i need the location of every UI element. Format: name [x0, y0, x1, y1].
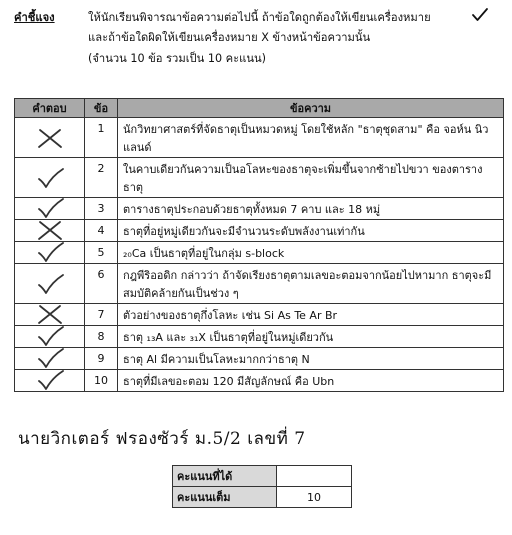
answer-cell[interactable] [15, 118, 85, 158]
instructions-line-1: ให้นักเรียนพิจารณาข้อความต่อไปนี้ ถ้าข้อใดถูกต้องให้เขียนเครื่องหมาย [88, 11, 431, 24]
cross-mark-icon [35, 127, 65, 149]
question-number: 4 [85, 220, 118, 242]
question-number: 7 [85, 304, 118, 326]
question-table [14, 98, 504, 392]
header-statement: ข้อความ [118, 99, 504, 118]
table-row [15, 370, 504, 392]
question-statement: กฎพีริออดิก กล่าวว่า ถ้าจัดเรียงธาตุตามเลขอะตอมจากน้อยไปหามาก ธาตุจะมีสมบัติคล้ายกันเป็นช่วง ๆ [118, 264, 504, 304]
score-row-full [173, 487, 352, 508]
question-number: 6 [85, 264, 118, 304]
check-mark-icon [35, 369, 65, 391]
question-number: 1 [85, 118, 118, 158]
answer-cell[interactable] [15, 198, 85, 220]
header-number: ข้อ [85, 99, 118, 118]
question-statement: ธาตุที่อยู่หมู่เดียวกันจะมีจำนวนระดับพลังงานเท่ากัน [118, 220, 504, 242]
question-statement: ธาตุ Al มีความเป็นโลหะมากกว่าธาตุ N [118, 348, 504, 370]
question-number: 2 [85, 158, 118, 198]
answer-cell[interactable] [15, 304, 85, 326]
table-row [15, 220, 504, 242]
table-row [15, 348, 504, 370]
table-row [15, 198, 504, 220]
question-statement: ₂₀Ca เป็นธาตุที่อยู่ในกลุ่ม s-block [118, 242, 504, 264]
table-header-row [15, 99, 504, 118]
table-row [15, 264, 504, 304]
table-row [15, 118, 504, 158]
check-mark-icon [35, 347, 65, 369]
answer-cell[interactable] [15, 326, 85, 348]
score-row-obtained [173, 466, 352, 487]
answer-cell[interactable] [15, 348, 85, 370]
student-signature: นายวิกเตอร์ ฟรองซัวร์ ม.5/2 เลขที่ 7 [18, 429, 306, 449]
check-mark-icon [35, 325, 65, 347]
answer-cell[interactable] [15, 370, 85, 392]
check-mark-icon [472, 8, 488, 22]
question-number: 3 [85, 198, 118, 220]
check-mark-icon [35, 197, 65, 219]
check-mark-icon [35, 167, 65, 189]
table-row [15, 326, 504, 348]
question-statement: ธาตุที่มีเลขอะตอม 120 มีสัญลักษณ์ คือ Ubn [118, 370, 504, 392]
question-number: 8 [85, 326, 118, 348]
question-number: 10 [85, 370, 118, 392]
question-statement: ตัวอย่างของธาตุกึ่งโลหะ เช่น Si As Te Ar Br [118, 304, 504, 326]
question-statement: นักวิทยาศาสตร์ที่จัดธาตุเป็นหมวดหมู่ โดยใช้หลัก "ธาตุชุดสาม" คือ จอห์น นิวแลนด์ [118, 118, 504, 158]
answer-cell[interactable] [15, 158, 85, 198]
instructions-label: คำชี้แจง [14, 11, 55, 24]
question-statement: ตารางธาตุประกอบด้วยธาตุทั้งหมด 7 คาบ และ 18 หมู่ [118, 198, 504, 220]
check-mark-icon [35, 241, 65, 263]
question-number: 9 [85, 348, 118, 370]
answer-cell[interactable] [15, 220, 85, 242]
table-row [15, 158, 504, 198]
cross-mark-icon [35, 219, 65, 241]
instructions-line-2: และถ้าข้อใดผิดให้เขียนเครื่องหมาย X ข้างหน้าข้อความนั้น [88, 31, 371, 44]
score-table [172, 465, 352, 508]
question-statement: ธาตุ ₁₃A และ ₃₁X เป็นธาตุที่อยู่ในหมู่เดียวกัน [118, 326, 504, 348]
score-full-label: คะแนนเต็ม [173, 487, 277, 508]
question-number: 5 [85, 242, 118, 264]
cross-mark-icon [35, 303, 65, 325]
instructions-line-3: (จำนวน 10 ข้อ รวมเป็น 10 คะแนน) [88, 52, 267, 65]
check-mark-icon [35, 273, 65, 295]
table-row [15, 304, 504, 326]
question-statement: ในคาบเดียวกันความเป็นอโลหะของธาตุจะเพิ่มขึ้นจากซ้ายไปขวา ของตารางธาตุ [118, 158, 504, 198]
score-full-value: 10 [277, 487, 352, 508]
header-answer: คำตอบ [15, 99, 85, 118]
score-obtained-label: คะแนนที่ได้ [173, 466, 277, 487]
answer-cell[interactable] [15, 264, 85, 304]
score-obtained-value[interactable] [277, 466, 352, 487]
table-row [15, 242, 504, 264]
answer-cell[interactable] [15, 242, 85, 264]
